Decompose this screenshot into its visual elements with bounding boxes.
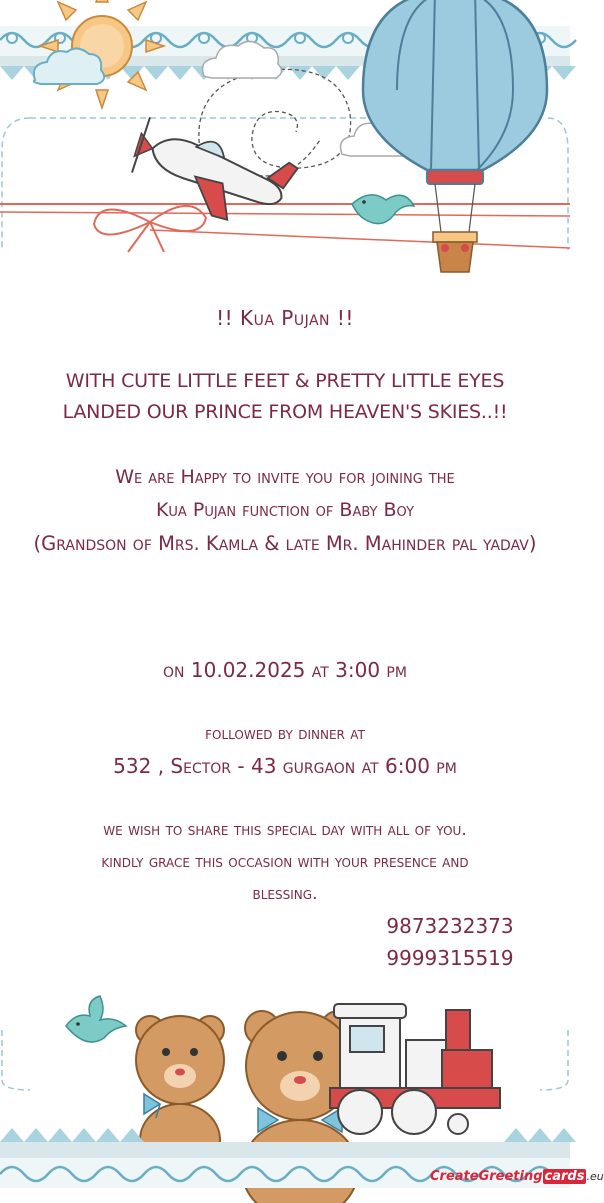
createcards-logo	[430, 1165, 604, 1199]
bird-icon	[66, 996, 126, 1042]
logo-text-part2: cards	[544, 1169, 585, 1184]
airplane-icon	[123, 107, 299, 239]
hot-air-balloon-icon	[363, 0, 547, 272]
invite-line-3: (Grandson of Mrs. Kamla & late Mr. Mahinder pal yadav)	[33, 532, 537, 555]
invite-line-2: Kua Pujan function of Baby Boy	[155, 499, 415, 521]
quote-line-1: WITH CUTE LITTLE FEET & PRETTY LITTLE EYES	[65, 370, 505, 392]
event-date-time: on 10.02.2025 at 3:00 pm	[163, 658, 407, 682]
wish-line-1: we wish to share this special day with all of you.	[103, 820, 467, 840]
wish-line-2: kindly grace this occasion with your presence and	[101, 852, 469, 872]
invite-line-1: We are Happy to invite you for joining the	[115, 466, 455, 488]
phone-number-1: 9873232373	[386, 914, 514, 938]
phone-number-2: 9999315519	[386, 946, 514, 970]
logo-text-part1: CreateGreeting	[430, 1169, 543, 1184]
dinner-venue: 532 , Sector - 43 gurgaon at 6:00 pm	[113, 754, 457, 778]
ribbon-bow-icon	[0, 204, 570, 252]
wish-line-3: blessing.	[252, 884, 318, 904]
invitation-title: !! Kua Pujan !!	[216, 306, 354, 330]
logo-text-part3: .eu	[586, 1170, 604, 1183]
toy-train-icon	[330, 1004, 500, 1134]
bird-icon	[352, 195, 414, 224]
top-illustration	[0, 0, 570, 300]
dinner-line-1: followed by dinner at	[205, 724, 365, 744]
quote-line-2: LANDED OUR PRINCE FROM HEAVEN'S SKIES..!!	[62, 401, 508, 423]
